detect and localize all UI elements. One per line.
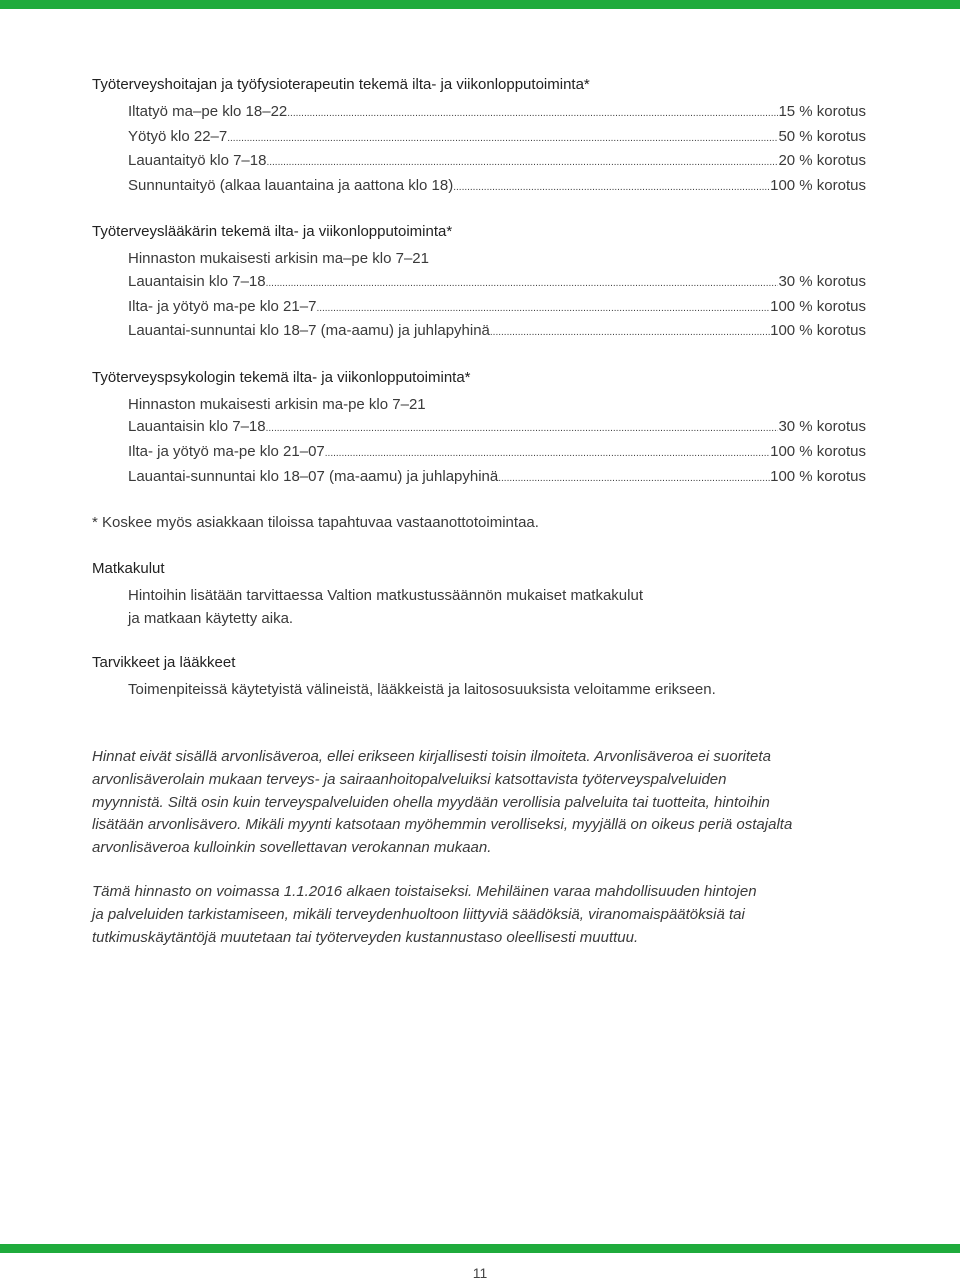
row-value: 100 % korotus <box>770 322 866 340</box>
price-content <box>92 74 866 724</box>
leader-dots <box>266 152 778 175</box>
row-value: 100 % korotus <box>770 442 866 460</box>
price-row <box>128 150 866 175</box>
section-heading: Työterveyslääkärin tekemä ilta- ja viikonlopputoiminta* <box>92 223 453 241</box>
row-label: Sunnuntaityö (alkaa lauantaina ja aattona klo 18) <box>128 176 454 194</box>
price-row <box>128 101 866 126</box>
row-label: Lauantai-sunnuntai klo 18–07 (ma-aamu) ja juhlapyhinä <box>128 467 499 485</box>
leader-dots <box>266 273 779 296</box>
price-row <box>128 271 866 296</box>
travel-costs-line: Hintoihin lisätään tarvittaessa Valtion matkustussäännön mukaiset matkakulut <box>128 587 643 605</box>
leader-dots <box>453 177 770 200</box>
footnote: * Koskee myös asiakkaan tiloissa tapahtuvaa vastaanottotoimintaa. <box>92 514 539 532</box>
leader-dots <box>490 322 770 345</box>
row-value: 30 % korotus <box>778 418 866 436</box>
row-label: Lauantaityö klo 7–18 <box>128 152 267 170</box>
top-accent-bar <box>0 0 960 9</box>
supplies <box>92 652 866 702</box>
section-intro: Hinnaston mukaisesti arkisin ma–pe klo 7–21 <box>128 250 429 268</box>
row-label: Yötyö klo 22–7 <box>128 127 228 145</box>
row-value: 30 % korotus <box>778 272 866 290</box>
leader-dots <box>498 468 770 491</box>
validity-note <box>92 881 862 949</box>
leader-dots <box>325 443 770 466</box>
leader-dots <box>287 103 778 126</box>
row-label: Lauantai-sunnuntai klo 18–7 (ma-aamu) ja juhlapyhinä <box>128 322 490 340</box>
row-label: Lauantaisin klo 7–18 <box>128 418 266 436</box>
travel-costs-line: ja matkaan käytetty aika. <box>128 609 294 627</box>
row-label: Iltatyö ma–pe klo 18–22 <box>128 103 288 120</box>
row-value: 50 % korotus <box>778 127 866 145</box>
vat-note-line: lisätään arvonlisävero. Mikäli myynti katsotaan myöhemmin verolliseksi, myyjällä on oikeus periä ostajalta <box>92 816 793 834</box>
row-label: Lauantaisin klo 7–18 <box>128 272 266 290</box>
vat-note-line: arvonlisäveroa kulloinkin sovellettavan verokannan mukaan. <box>92 839 492 857</box>
validity-note-line: Tämä hinnasto on voimassa 1.1.2016 alkaen toistaiseksi. Mehiläinen varaa mahdollisuuden hintojen <box>92 883 757 900</box>
leader-dots <box>227 128 778 151</box>
row-value: 100 % korotus <box>770 176 866 194</box>
row-value: 100 % korotus <box>770 297 866 315</box>
price-row <box>128 126 866 151</box>
row-label: Ilta- ja yötyö ma-pe klo 21–7 <box>128 297 317 315</box>
section-heading: Työterveyspsykologin tekemä ilta- ja viikonlopputoiminta* <box>92 368 471 386</box>
price-row <box>128 296 866 321</box>
section-intro: Hinnaston mukaisesti arkisin ma-pe klo 7–21 <box>128 395 426 413</box>
bottom-accent-bar <box>0 1244 960 1253</box>
row-label: Ilta- ja yötyö ma-pe klo 21–07 <box>128 442 325 460</box>
travel-costs-heading: Matkakulut <box>92 560 165 578</box>
travel-costs <box>92 558 866 630</box>
supplies-text: Toimenpiteissä käytetyistä välineistä, lääkkeistä ja laitososuuksista veloitamme erikseen. <box>128 681 716 699</box>
price-row <box>128 175 866 200</box>
supplies-heading: Tarvikkeet ja lääkkeet <box>92 654 236 672</box>
validity-note-line: ja palveluiden tarkistamiseen, mikäli terveydenhuoltoon liittyviä säädöksiä, viranomaispäätöksiä tai <box>92 905 745 923</box>
vat-note <box>92 746 862 860</box>
vat-note-line: myynnistä. Siltä osin kuin terveyspalveluiden ohella myydään verollisia palveluita tai tuotteita, hintoihin <box>92 793 770 811</box>
validity-note-line: tutkimuskäytäntöjä muutetaan tai työterveyden kustannustaso oleellisesti muuttuu. <box>92 928 639 946</box>
vat-note-line: arvonlisäverolain mukaan terveys- ja sairaanhoitopalveluiksi katsottavista työterveyspalveluiden <box>92 770 727 788</box>
section-nurse-physio <box>92 74 866 199</box>
price-row <box>128 416 866 441</box>
section-heading: Työterveyshoitajan ja työfysioterapeutin tekemä ilta- ja viikonlopputoiminta* <box>92 76 590 93</box>
leader-dots <box>266 418 779 441</box>
price-row <box>128 320 866 345</box>
price-row <box>128 466 866 491</box>
vat-note-line: Hinnat eivät sisällä arvonlisäveroa, ellei erikseen kirjallisesti toisin ilmoiteta. Arvonlisäveroa ei suoriteta <box>92 748 771 765</box>
price-row <box>128 441 866 466</box>
row-value: 15 % korotus <box>778 103 866 120</box>
page-number: 11 <box>472 1265 488 1281</box>
leader-dots <box>316 298 770 321</box>
section-psychologist <box>92 367 866 490</box>
row-value: 100 % korotus <box>770 467 866 485</box>
row-value: 20 % korotus <box>778 152 866 170</box>
section-doctor <box>92 221 866 344</box>
